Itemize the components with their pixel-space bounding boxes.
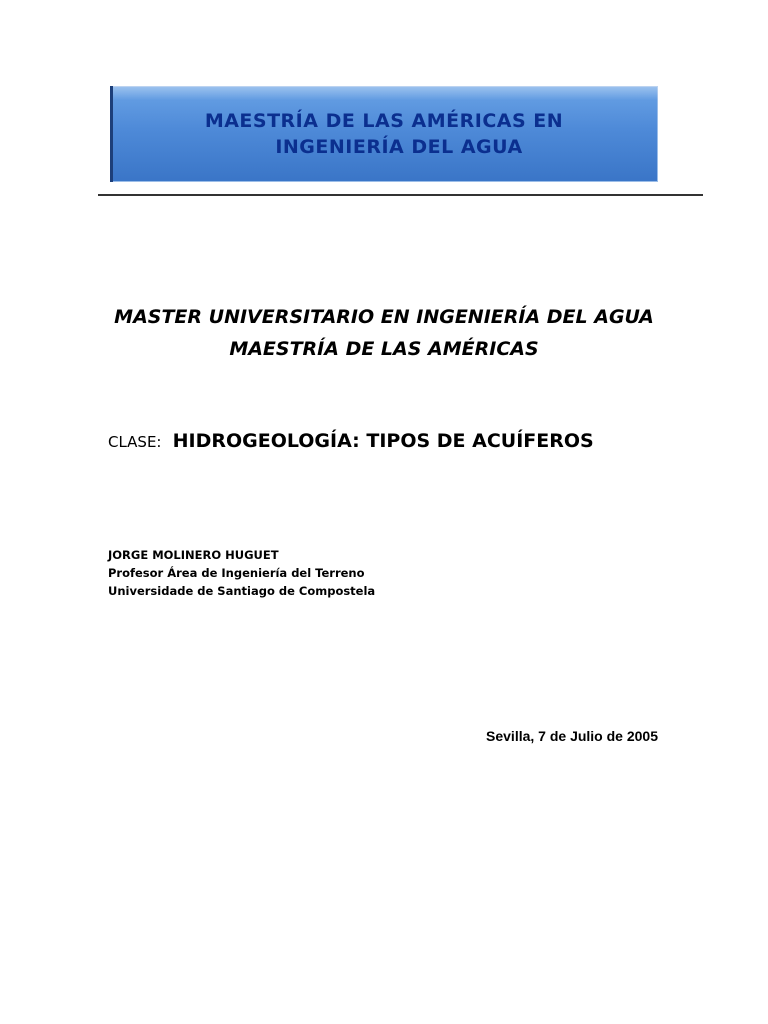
banner-title-line-1: MAESTRÍA DE LAS AMÉRICAS EN (204, 110, 564, 132)
header-banner (110, 86, 658, 182)
class-title: HIDROGEOLOGÍA: TIPOS DE ACUÍFEROS (172, 430, 594, 452)
class-label: CLASE: (108, 433, 162, 451)
author-position: Profesor Área de Ingeniería del Terreno (108, 566, 365, 580)
program-title (0, 301, 768, 365)
author-block (108, 546, 375, 600)
place-date: Sevilla, 7 de Julio de 2005 (486, 728, 658, 744)
class-heading (108, 430, 594, 452)
banner-title (110, 108, 658, 160)
program-title-line-2: MAESTRÍA DE LAS AMÉRICAS (229, 338, 539, 360)
banner-title-line-2: INGENIERÍA DEL AGUA (275, 136, 523, 158)
program-title-line-1: MASTER UNIVERSITARIO EN INGENIERÍA DEL AGUA (114, 306, 654, 328)
author-institution: Universidade de Santiago de Compostela (108, 584, 376, 598)
author-name: JORGE MOLINERO HUGUET (108, 548, 279, 562)
header-divider (98, 194, 703, 196)
